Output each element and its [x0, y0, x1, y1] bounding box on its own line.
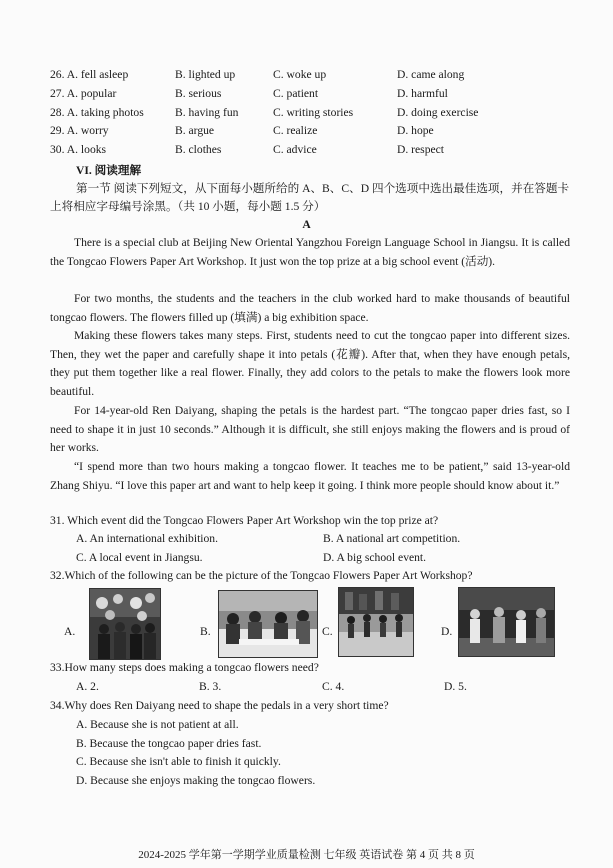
option: D. came along	[397, 68, 465, 81]
picture-a-graphic	[90, 589, 160, 659]
options-row-28	[50, 106, 570, 122]
option: 29. A. worry	[50, 124, 109, 137]
options-row-29	[50, 124, 570, 140]
q32-picture-b	[218, 590, 318, 658]
q31-option-d: D. A big school event.	[323, 551, 427, 564]
option: C. patient	[273, 87, 319, 100]
section-title: VI. 阅读理解	[76, 164, 142, 177]
q33-option-a: A. 2.	[76, 680, 99, 693]
paragraph-4: For 14-year-old Ren Daiyang, shaping the petals is the hardest part. “The tongcao paper dries fast, so I need to shape it in just 10 seconds.” Although it is difficult, she still enjoys making the flowers and is proud of her works.	[50, 404, 570, 455]
q32-picture-c	[338, 587, 414, 657]
option: C. woke up	[273, 68, 327, 81]
option: D. doing exercise	[397, 106, 479, 119]
options-row-30	[50, 143, 570, 159]
question-31: 31. Which event did the Tongcao Flowers Paper Art Workshop win the top prize at?	[50, 514, 439, 527]
paragraph-2: For two months, the students and the teachers in the club worked hard to make thousands of beautiful tongcao flowers. The flowers filled up (填满) a big exhibition space.	[50, 292, 570, 324]
option: 27. A. popular	[50, 87, 117, 100]
q33-option-b: B. 3.	[199, 680, 222, 693]
q34-option-c: C. Because she isn't able to finish it quickly.	[76, 755, 281, 768]
q31-option-b: B. A national art competition.	[323, 532, 461, 545]
q32-label-d: D.	[441, 625, 453, 638]
q33-option-c: C. 4.	[322, 680, 345, 693]
page-footer: 2024-2025 学年第一学期学业质量检测 七年级 英语试卷 第 4 页 共 8 页	[138, 849, 475, 861]
option: D. hope	[397, 124, 434, 137]
options-row-26	[50, 68, 570, 84]
option: B. serious	[175, 87, 222, 100]
option: B. clothes	[175, 143, 222, 156]
option: C. writing stories	[273, 106, 354, 119]
q31-option-a: A. An international exhibition.	[76, 532, 219, 545]
q31-option-c: C. A local event in Jiangsu.	[76, 551, 203, 564]
paragraph-1: There is a special club at Beijing New Oriental Yangzhou Foreign Language School in Jiangsu. It is called the Tongcao Flowers Paper Art Workshop. It just won the top prize at a big school event (活动).	[50, 236, 570, 268]
picture-d-graphic	[459, 588, 554, 656]
option: B. having fun	[175, 106, 239, 119]
q34-option-a: A. Because she is not patient at all.	[76, 718, 239, 731]
question-33: 33.How many steps does making a tongcao flowers need?	[50, 661, 319, 674]
q32-picture-d	[458, 587, 555, 657]
option: D. respect	[397, 143, 444, 156]
option: 28. A. taking photos	[50, 106, 144, 119]
paragraph-3: Making these flowers takes many steps. First, students need to cut the tongcao paper into different sizes. Then, they wet the paper and carefully shape it into petals (花瓣). After that, when they have enough petals, they put them together like a real flower. Finally, they add colors to the petals to make the flowers look more beautiful.	[50, 329, 570, 398]
q34-option-d: D. Because she enjoys making the tongcao flowers.	[76, 774, 316, 787]
option: C. advice	[273, 143, 317, 156]
option: 26. A. fell asleep	[50, 68, 129, 81]
option: 30. A. looks	[50, 143, 107, 156]
q33-option-d: D. 5.	[444, 680, 467, 693]
option: D. harmful	[397, 87, 448, 100]
q34-option-b: B. Because the tongcao paper dries fast.	[76, 737, 262, 750]
option: B. argue	[175, 124, 215, 137]
q32-label-a: A.	[64, 625, 76, 638]
option: C. realize	[273, 124, 318, 137]
q32-label-c: C.	[322, 625, 333, 638]
instruction: 第一节 阅读下列短文，从下面每小题所给的 A、B、C、D 四个选项中选出最佳选项，并在答题卡上将相应字母编号涂黑。（共 10 小题，每小题 1.5 分）	[50, 182, 570, 213]
question-34: 34.Why does Ren Daiyang need to shape the pedals in a very short time?	[50, 699, 389, 712]
picture-c-graphic	[339, 588, 413, 656]
paragraph-5: “I spend more than two hours making a tongcao flower. It teaches me to be patient,” said 13-year-old Zhang Shiyu. “I love this paper art and want to help keep it going. I think more people should know about it.”	[50, 460, 570, 492]
option: B. lighted up	[175, 68, 236, 81]
options-row-27	[50, 87, 570, 103]
picture-b-graphic	[219, 591, 317, 657]
q32-picture-a	[89, 588, 161, 660]
q32-label-b: B.	[200, 625, 211, 638]
passage-label: A	[302, 218, 311, 231]
question-32: 32.Which of the following can be the picture of the Tongcao Flowers Paper Art Workshop?	[50, 569, 473, 582]
